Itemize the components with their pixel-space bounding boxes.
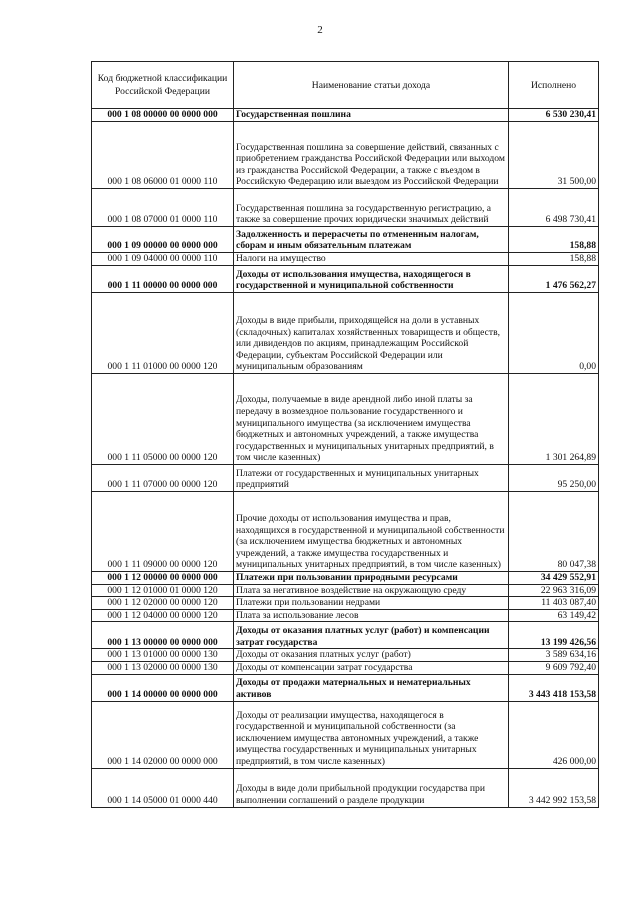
row-name: Доходы, получаемые в виде арендной либо иной платы за передачу в возмездное пользование государственного и муниципального имущества (за исключением имущества бюджетных и автономных учреждений, а также имущества государственных и муниципальных унитарных предприятий, в том числе казенных) (234, 374, 509, 465)
row-name: Платежи при пользовании природными ресурсами (234, 572, 509, 585)
row-amount: 22 963 316,09 (509, 584, 599, 597)
table-row (92, 661, 599, 674)
row-code: 000 1 08 07000 01 0000 110 (92, 189, 234, 227)
row-code: 000 1 14 02000 00 0000 000 (92, 701, 234, 768)
table-row (92, 597, 599, 610)
row-code: 000 1 14 05000 01 0000 440 (92, 768, 234, 807)
row-code: 000 1 09 04000 00 0000 110 (92, 253, 234, 266)
table-row (92, 227, 599, 253)
row-code: 000 1 13 00000 00 0000 000 (92, 622, 234, 649)
table-row (92, 674, 599, 701)
table-row (92, 584, 599, 597)
row-code: 000 1 11 01000 00 0000 120 (92, 293, 234, 374)
table-row (92, 189, 599, 227)
row-name: Плата за использование лесов (234, 609, 509, 622)
row-amount: 6 530 230,41 (509, 109, 599, 122)
row-name: Плата за негативное воздействие на окружающую среду (234, 584, 509, 597)
row-code: 000 1 13 02000 00 0000 130 (92, 661, 234, 674)
row-amount: 1 476 562,27 (509, 266, 599, 293)
row-amount: 13 199 426,56 (509, 622, 599, 649)
row-name: Государственная пошлина за совершение действий, связанных с приобретением гражданства Российской Федерации или выходом из гражданства Российской Федерации, а также с въездом в Российскую Федерацию или выездом из Российской Федерации (234, 122, 509, 189)
row-amount: 0,00 (509, 293, 599, 374)
row-amount: 11 403 087,40 (509, 597, 599, 610)
row-name: Доходы в виде доли прибыльной продукции государства при выполнении соглашений о разделе продукции (234, 768, 509, 807)
row-amount: 80 047,38 (509, 492, 599, 572)
table-row (92, 122, 599, 189)
row-amount: 63 149,42 (509, 609, 599, 622)
row-code: 000 1 08 00000 00 0000 000 (92, 109, 234, 122)
table-row (92, 622, 599, 649)
row-code: 000 1 12 02000 00 0000 120 (92, 597, 234, 610)
row-amount: 158,88 (509, 227, 599, 253)
row-amount: 3 442 992 153,58 (509, 768, 599, 807)
row-code: 000 1 09 00000 00 0000 000 (92, 227, 234, 253)
row-amount: 6 498 730,41 (509, 189, 599, 227)
row-code: 000 1 14 00000 00 0000 000 (92, 674, 234, 701)
row-code: 000 1 13 01000 00 0000 130 (92, 649, 234, 662)
row-amount: 3 589 634,16 (509, 649, 599, 662)
table-row (92, 293, 599, 374)
row-code: 000 1 12 01000 01 0000 120 (92, 584, 234, 597)
row-name: Государственная пошлина за государственную регистрацию, а также за совершение прочих юридически значимых действий (234, 189, 509, 227)
row-amount: 3 443 418 153,58 (509, 674, 599, 701)
row-name: Доходы от продажи материальных и нематериальных активов (234, 674, 509, 701)
row-amount: 95 250,00 (509, 465, 599, 492)
row-code: 000 1 12 00000 00 0000 000 (92, 572, 234, 585)
table-row (92, 609, 599, 622)
header-name: Наименование статьи дохода (234, 62, 509, 109)
table-row (92, 374, 599, 465)
row-code: 000 1 12 04000 00 0000 120 (92, 609, 234, 622)
row-amount: 9 609 792,40 (509, 661, 599, 674)
row-amount: 31 500,00 (509, 122, 599, 189)
table-row (92, 649, 599, 662)
table-row (92, 253, 599, 266)
table-row (92, 492, 599, 572)
row-amount: 34 429 552,91 (509, 572, 599, 585)
header-code: Код бюджетной классификации Российской Федерации (92, 62, 234, 109)
row-amount: 1 301 264,89 (509, 374, 599, 465)
table-row (92, 701, 599, 768)
row-code: 000 1 11 09000 00 0000 120 (92, 492, 234, 572)
header-amount: Исполнено (509, 62, 599, 109)
row-name: Прочие доходы от использования имущества и прав, находящихся в государственной и муниципальной собственности (за исключением имущества бюджетных и автономных учреждений, а также имущества государственных и муниципальных унитарных предприятий, в том числе казенных) (234, 492, 509, 572)
row-amount: 158,88 (509, 253, 599, 266)
table-header-row (92, 62, 599, 109)
table-row (92, 768, 599, 807)
row-code: 000 1 11 00000 00 0000 000 (92, 266, 234, 293)
row-name: Задолженность и перерасчеты по отмененным налогам, сборам и иным обязательным платежам (234, 227, 509, 253)
row-name: Доходы от компенсации затрат государства (234, 661, 509, 674)
table-row (92, 266, 599, 293)
row-name: Доходы от оказания платных услуг (работ) (234, 649, 509, 662)
table-row (92, 572, 599, 585)
page-number: 2 (317, 24, 323, 36)
row-name: Доходы в виде прибыли, приходящейся на доли в уставных (складочных) капиталах хозяйственных товариществ и обществ, или дивидендов по акциям, принадлежащим Российской Федерации, субъектам Российской Федерации или муниципальным образованиям (234, 293, 509, 374)
row-name: Платежи при пользовании недрами (234, 597, 509, 610)
row-code: 000 1 11 05000 00 0000 120 (92, 374, 234, 465)
row-amount: 426 000,00 (509, 701, 599, 768)
row-code: 000 1 11 07000 00 0000 120 (92, 465, 234, 492)
row-name: Государственная пошлина (234, 109, 509, 122)
revenue-table (91, 61, 599, 808)
row-name: Доходы от оказания платных услуг (работ) и компенсации затрат государства (234, 622, 509, 649)
table-row (92, 109, 599, 122)
row-name: Налоги на имущество (234, 253, 509, 266)
row-name: Платежи от государственных и муниципальных унитарных предприятий (234, 465, 509, 492)
row-name: Доходы от использования имущества, находящегося в государственной и муниципальной собственности (234, 266, 509, 293)
row-name: Доходы от реализации имущества, находящегося в государственной и муниципальной собственности (за исключением имущества автономных учреждений, а также имущества государственных и муниципальных унитарных предприятий, в том числе казенных) (234, 701, 509, 768)
row-code: 000 1 08 06000 01 0000 110 (92, 122, 234, 189)
table-row (92, 465, 599, 492)
